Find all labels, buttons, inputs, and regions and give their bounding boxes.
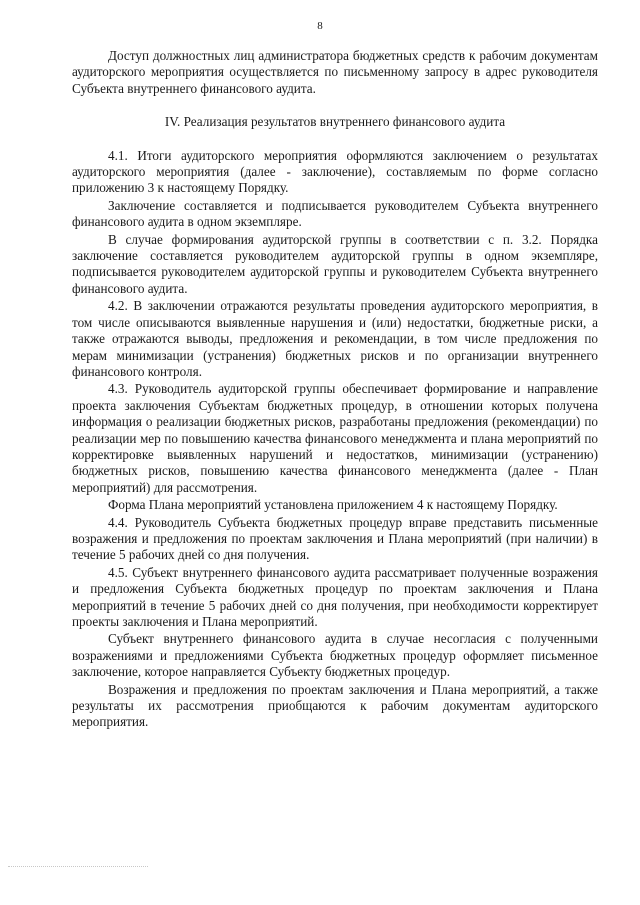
section-heading: IV. Реализация результатов внутреннего финансового аудита xyxy=(164,114,506,130)
paragraph-4-1-group: В случае формирования аудиторской группы в соответствии с п. 3.2. Порядка заключение составляется руководителем аудиторской группы в одном экземпляре, подписывается руководителем аудиторской группы и руководителем Субъекта внутреннего финансового аудита. xyxy=(72,231,598,296)
paragraph-4-1: 4.1. Итоги аудиторского мероприятия оформляются заключением о результатах аудиторского мероприятия (далее - заключение), составляемым по форме согласно приложению 3 к настоящему Порядку. xyxy=(72,147,598,196)
footer-divider xyxy=(8,866,148,867)
paragraph-4-3-form: Форма Плана мероприятий установлена приложением 4 к настоящему Порядку. xyxy=(108,497,558,513)
paragraph-4-3: 4.3. Руководитель аудиторской группы обеспечивает формирование и направление проекта заключения Субъектам бюджетных процедур, в отношении которых получена информация о реализации бюджетных рисков, разработаны предложения (рекомендации) по реализации мер по повышению качества финансового менеджмента и плана мероприятий по корректировке выявленных нарушений и недостатков, минимизации (устранению) бюджетных рисков, повышению качества финансового менеджмента (далее - План мероприятий) для рассмотрения. xyxy=(72,381,598,495)
paragraph-4-4: 4.4. Руководитель Субъекта бюджетных процедур вправе представить письменные возражения и предложения по проектам заключения и Плана мероприятий (при наличии) в течение 5 рабочих дней со дня получения. xyxy=(72,514,598,563)
intro-paragraph: Доступ должностных лиц администратора бюджетных средств к рабочим документам аудиторского мероприятия осуществляется по письменному запросу в адрес руководителя Субъекта внутреннего финансового аудита. xyxy=(72,48,598,96)
paragraph-4-5-attachment: Возражения и предложения по проектам заключения и Плана мероприятий, а также результаты их рассмотрения приобщаются к рабочим документам аудиторского мероприятия. xyxy=(72,681,598,730)
page-number: 8 xyxy=(317,20,323,32)
paragraph-4-2: 4.2. В заключении отражаются результаты проведения аудиторского мероприятия, в том числе описываются выявленные нарушения и (или) недостатки, бюджетные риски, а также отражаются выводы, предложения и рекомендации, в том числе предложения по мерам минимизации (устранения) бюджетных рисков и по организации внутреннего финансового контроля. xyxy=(72,298,598,379)
paragraph-4-5: 4.5. Субъект внутреннего финансового аудита рассматривает полученные возражения и предложения Субъекта бюджетных процедур по проектам заключения и Плана мероприятий в течение 5 рабочих дней со дня получения, при необходимости корректирует проекты заключения и Плана мероприятий. xyxy=(72,564,598,629)
paragraph-4-1-signing: Заключение составляется и подписывается руководителем Субъекта внутреннего финансового аудита в одном экземпляре. xyxy=(72,197,598,230)
document-body xyxy=(72,48,598,731)
paragraph-4-5-disagreement: Субъект внутреннего финансового аудита в случае несогласия с полученными возражениями и предложениями Субъекта бюджетных процедур оформляет письменное заключение, которое направляется Субъекту бюджетных процедур. xyxy=(72,631,598,680)
